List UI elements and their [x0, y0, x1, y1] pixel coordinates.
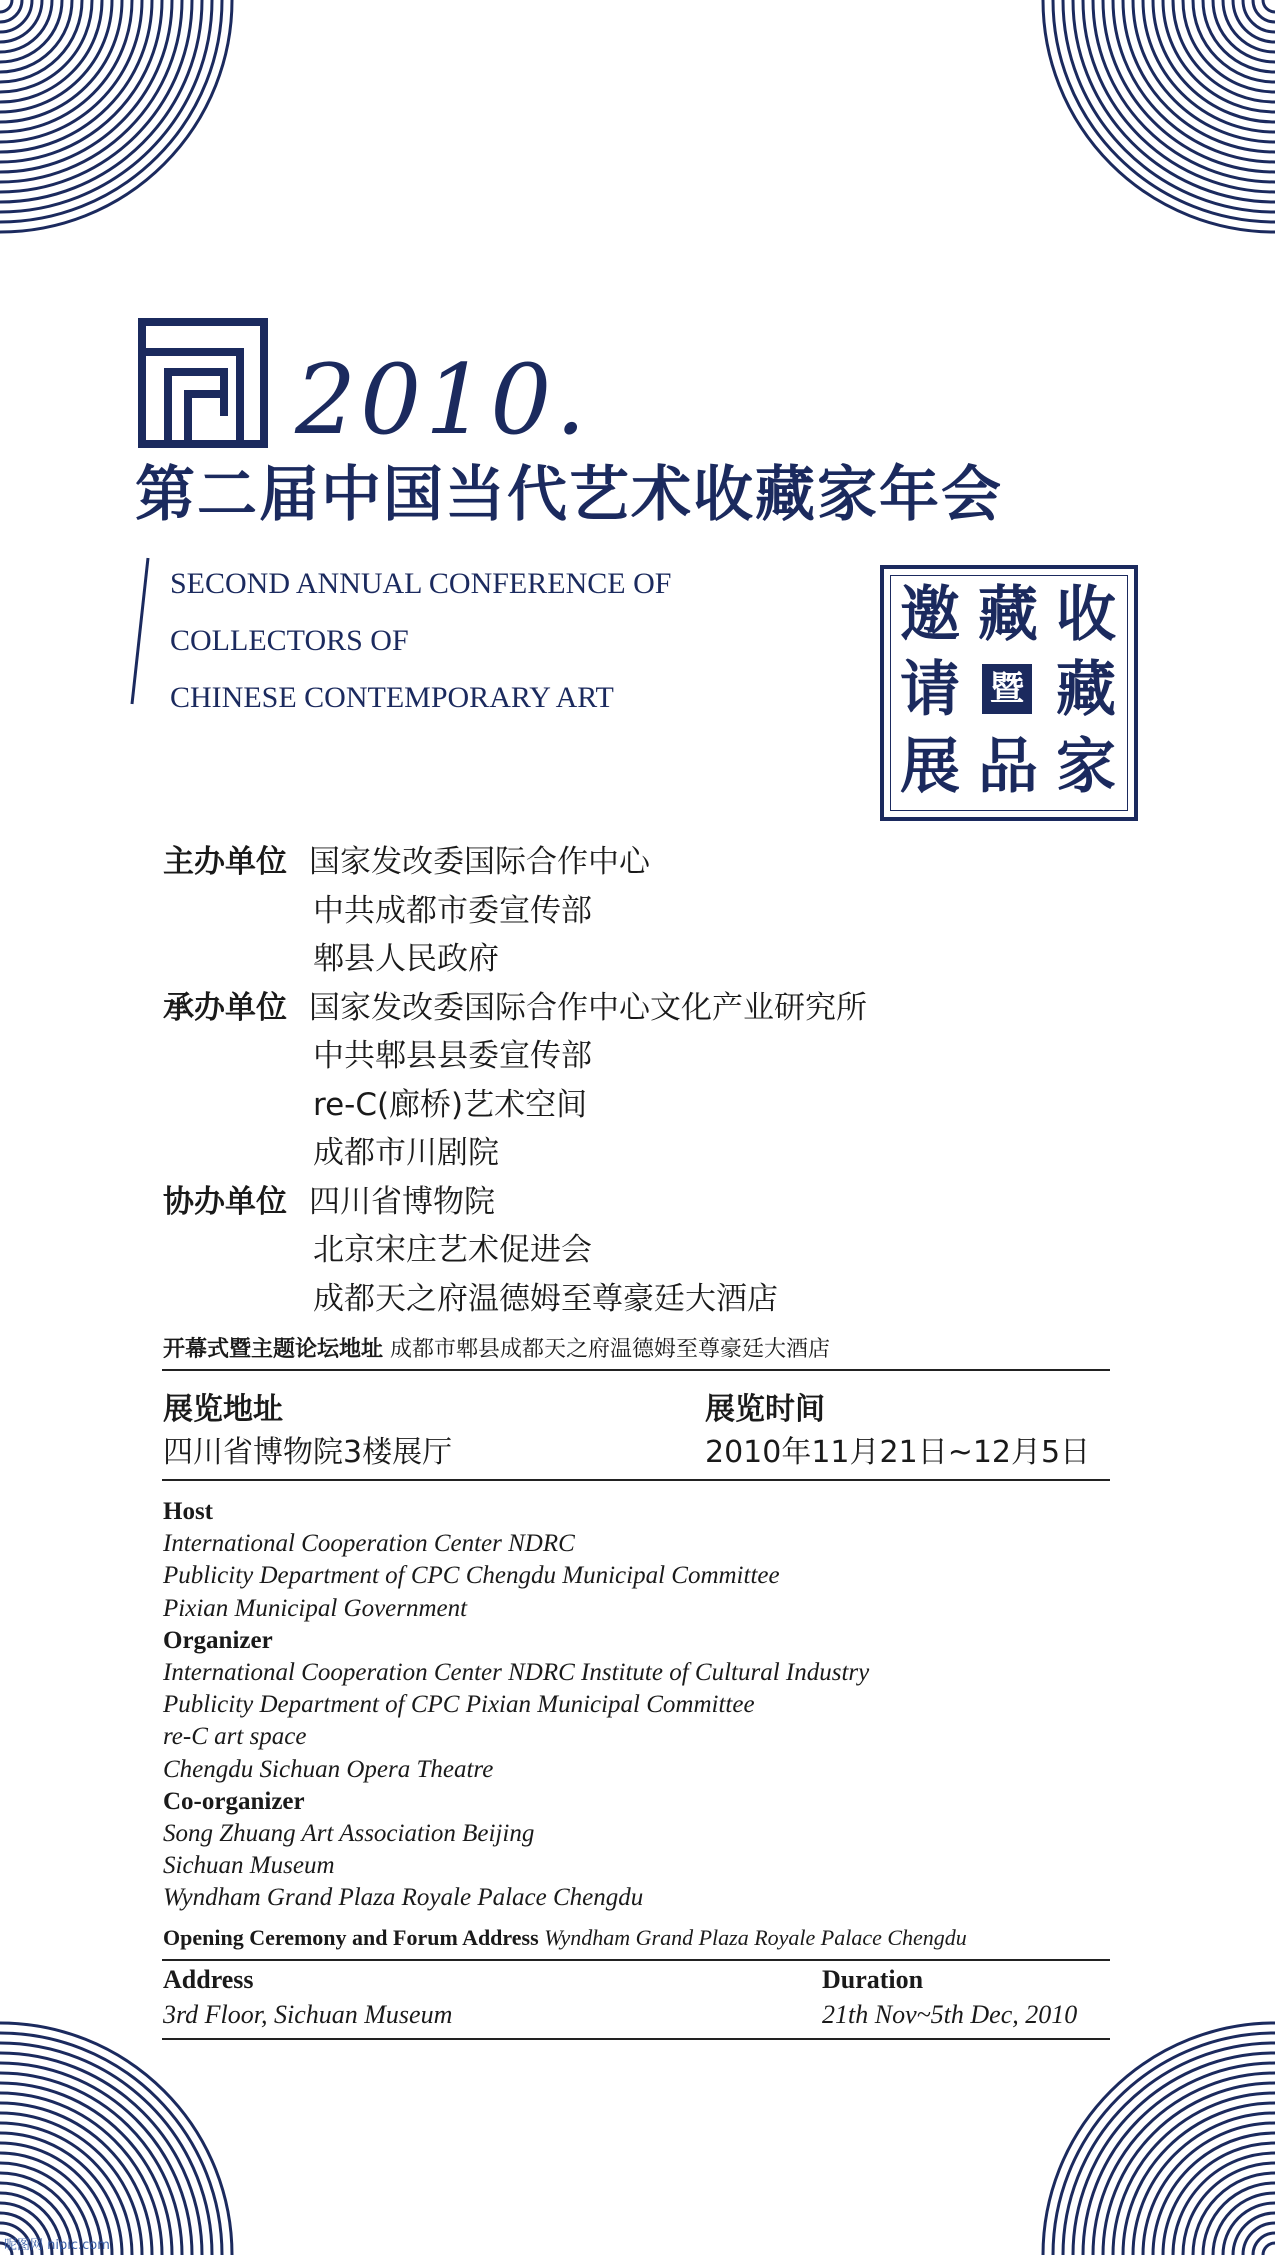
- year-title: 2010.: [295, 344, 590, 456]
- cn-coorganizer-item: 北京宋庄艺术促进会: [313, 1232, 592, 1268]
- en-organizers: [163, 1496, 869, 1914]
- decorative-slash: [128, 556, 152, 706]
- cn-address-value: 四川省博物院3楼展厅: [163, 1435, 453, 1470]
- en-coorganizer-label: Co-organizer: [163, 1787, 305, 1815]
- en-duration-label: Duration: [822, 1965, 924, 1994]
- logo-mark: [138, 318, 268, 448]
- seal-char: 藏: [1056, 655, 1116, 725]
- en-organizer-item: Chengdu Sichuan Opera Theatre: [163, 1755, 494, 1783]
- en-organizer-label: Organizer: [163, 1626, 273, 1654]
- seal-char: 请: [900, 655, 960, 725]
- seal-char: 藏: [978, 580, 1038, 650]
- seal-char: 家: [1056, 732, 1116, 802]
- cn-opening-label: 开幕式暨主题论坛地址: [163, 1337, 384, 1362]
- cn-host-label: 主办单位: [163, 844, 287, 880]
- divider: [162, 1479, 1110, 1481]
- seal-box: [880, 565, 1138, 821]
- cn-opening-value: 成都市郫县成都天之府温德姆至尊豪廷大酒店: [390, 1337, 831, 1362]
- title-english-line-3: CHINESE CONTEMPORARY ART: [170, 681, 614, 714]
- en-organizer-item: International Cooperation Center NDRC Institute of Cultural Industry: [163, 1658, 870, 1686]
- cn-coorganizer-label: 协办单位: [163, 1183, 287, 1220]
- title-english-line-2: COLLECTORS OF: [170, 624, 409, 657]
- en-opening-label: Opening Ceremony and Forum Address: [163, 1925, 539, 1950]
- en-coorganizer-item: Song Zhuang Art Association Beijing: [163, 1819, 535, 1847]
- divider: [162, 1369, 1110, 1371]
- cn-organizer-item: re-C(廊桥)艺术空间: [313, 1086, 588, 1123]
- cn-coorganizer-item: 成都天之府温德姆至尊豪廷大酒店: [313, 1280, 778, 1317]
- cn-host-item: 中共成都市委宣传部: [313, 892, 592, 929]
- cn-organizer-label: 承办单位: [163, 989, 287, 1026]
- en-address-label: Address: [163, 1965, 254, 1994]
- en-opening-value: Wyndham Grand Plaza Royale Palace Chengdu: [544, 1925, 967, 1950]
- cn-organizer-item: 成都市川剧院: [313, 1135, 499, 1171]
- concentric-rings-icon: [1035, 0, 1275, 240]
- en-organizer-item: re-C art space: [163, 1723, 307, 1751]
- en-address-value: 3rd Floor, Sichuan Museum: [163, 2000, 453, 2029]
- cn-organizer-item: 国家发改委国际合作中心文化产业研究所: [309, 989, 867, 1026]
- concentric-rings-icon: [1035, 2015, 1275, 2255]
- seal-char: 品: [978, 732, 1038, 802]
- title-chinese: 第二届中国当代艺术收藏家年会: [135, 460, 1003, 530]
- cn-coorganizer-item: 四川省博物院: [309, 1183, 495, 1220]
- cn-host-item: 国家发改委国际合作中心: [309, 844, 650, 880]
- en-organizer-item: Publicity Department of CPC Pixian Municipal Committee: [163, 1691, 755, 1719]
- cn-organizer-item: 中共郫县县委宣传部: [313, 1038, 592, 1074]
- cn-duration-value: 2010年11月21日~12月5日: [705, 1435, 1091, 1470]
- corner-ornament-bottom-right: [1035, 2015, 1275, 2255]
- en-opening-address: [163, 1925, 967, 1951]
- divider: [162, 2038, 1110, 2040]
- watermark: 昵图网 nipic.com: [4, 2238, 110, 2253]
- concentric-rings-icon: [0, 0, 240, 240]
- corner-ornament-top-left: [0, 0, 240, 240]
- conference-logo-icon: [138, 318, 268, 448]
- cn-address-label: 展览地址: [163, 1392, 283, 1427]
- seal-char: 邀: [900, 580, 960, 650]
- en-duration-value: 21th Nov~5th Dec, 2010: [822, 2000, 1078, 2029]
- en-coorganizer-item: Sichuan Museum: [163, 1852, 335, 1880]
- corner-ornament-bottom-left: [0, 2015, 240, 2255]
- en-host-item: International Cooperation Center NDRC: [163, 1530, 575, 1558]
- seal-char: 收: [1056, 580, 1116, 650]
- title-english: [170, 555, 671, 726]
- seal-char: 展: [900, 732, 960, 802]
- cn-duration-label: 展览时间: [705, 1392, 825, 1427]
- cn-opening-address: [163, 1332, 830, 1363]
- en-host-label: Host: [163, 1498, 213, 1525]
- en-coorganizer-item: Wyndham Grand Plaza Royale Palace Chengdu: [163, 1884, 644, 1912]
- corner-ornament-top-right: [1035, 0, 1275, 240]
- en-host-item: Pixian Municipal Government: [163, 1594, 468, 1622]
- concentric-rings-icon: [0, 2015, 240, 2255]
- divider: [162, 1959, 1110, 1961]
- en-host-item: Publicity Department of CPC Chengdu Municipal Committee: [163, 1562, 780, 1590]
- title-english-line-1: SECOND ANNUAL CONFERENCE OF: [170, 567, 672, 600]
- seal-center-char: 暨: [982, 664, 1032, 714]
- cn-host-item: 郫县人民政府: [313, 941, 499, 977]
